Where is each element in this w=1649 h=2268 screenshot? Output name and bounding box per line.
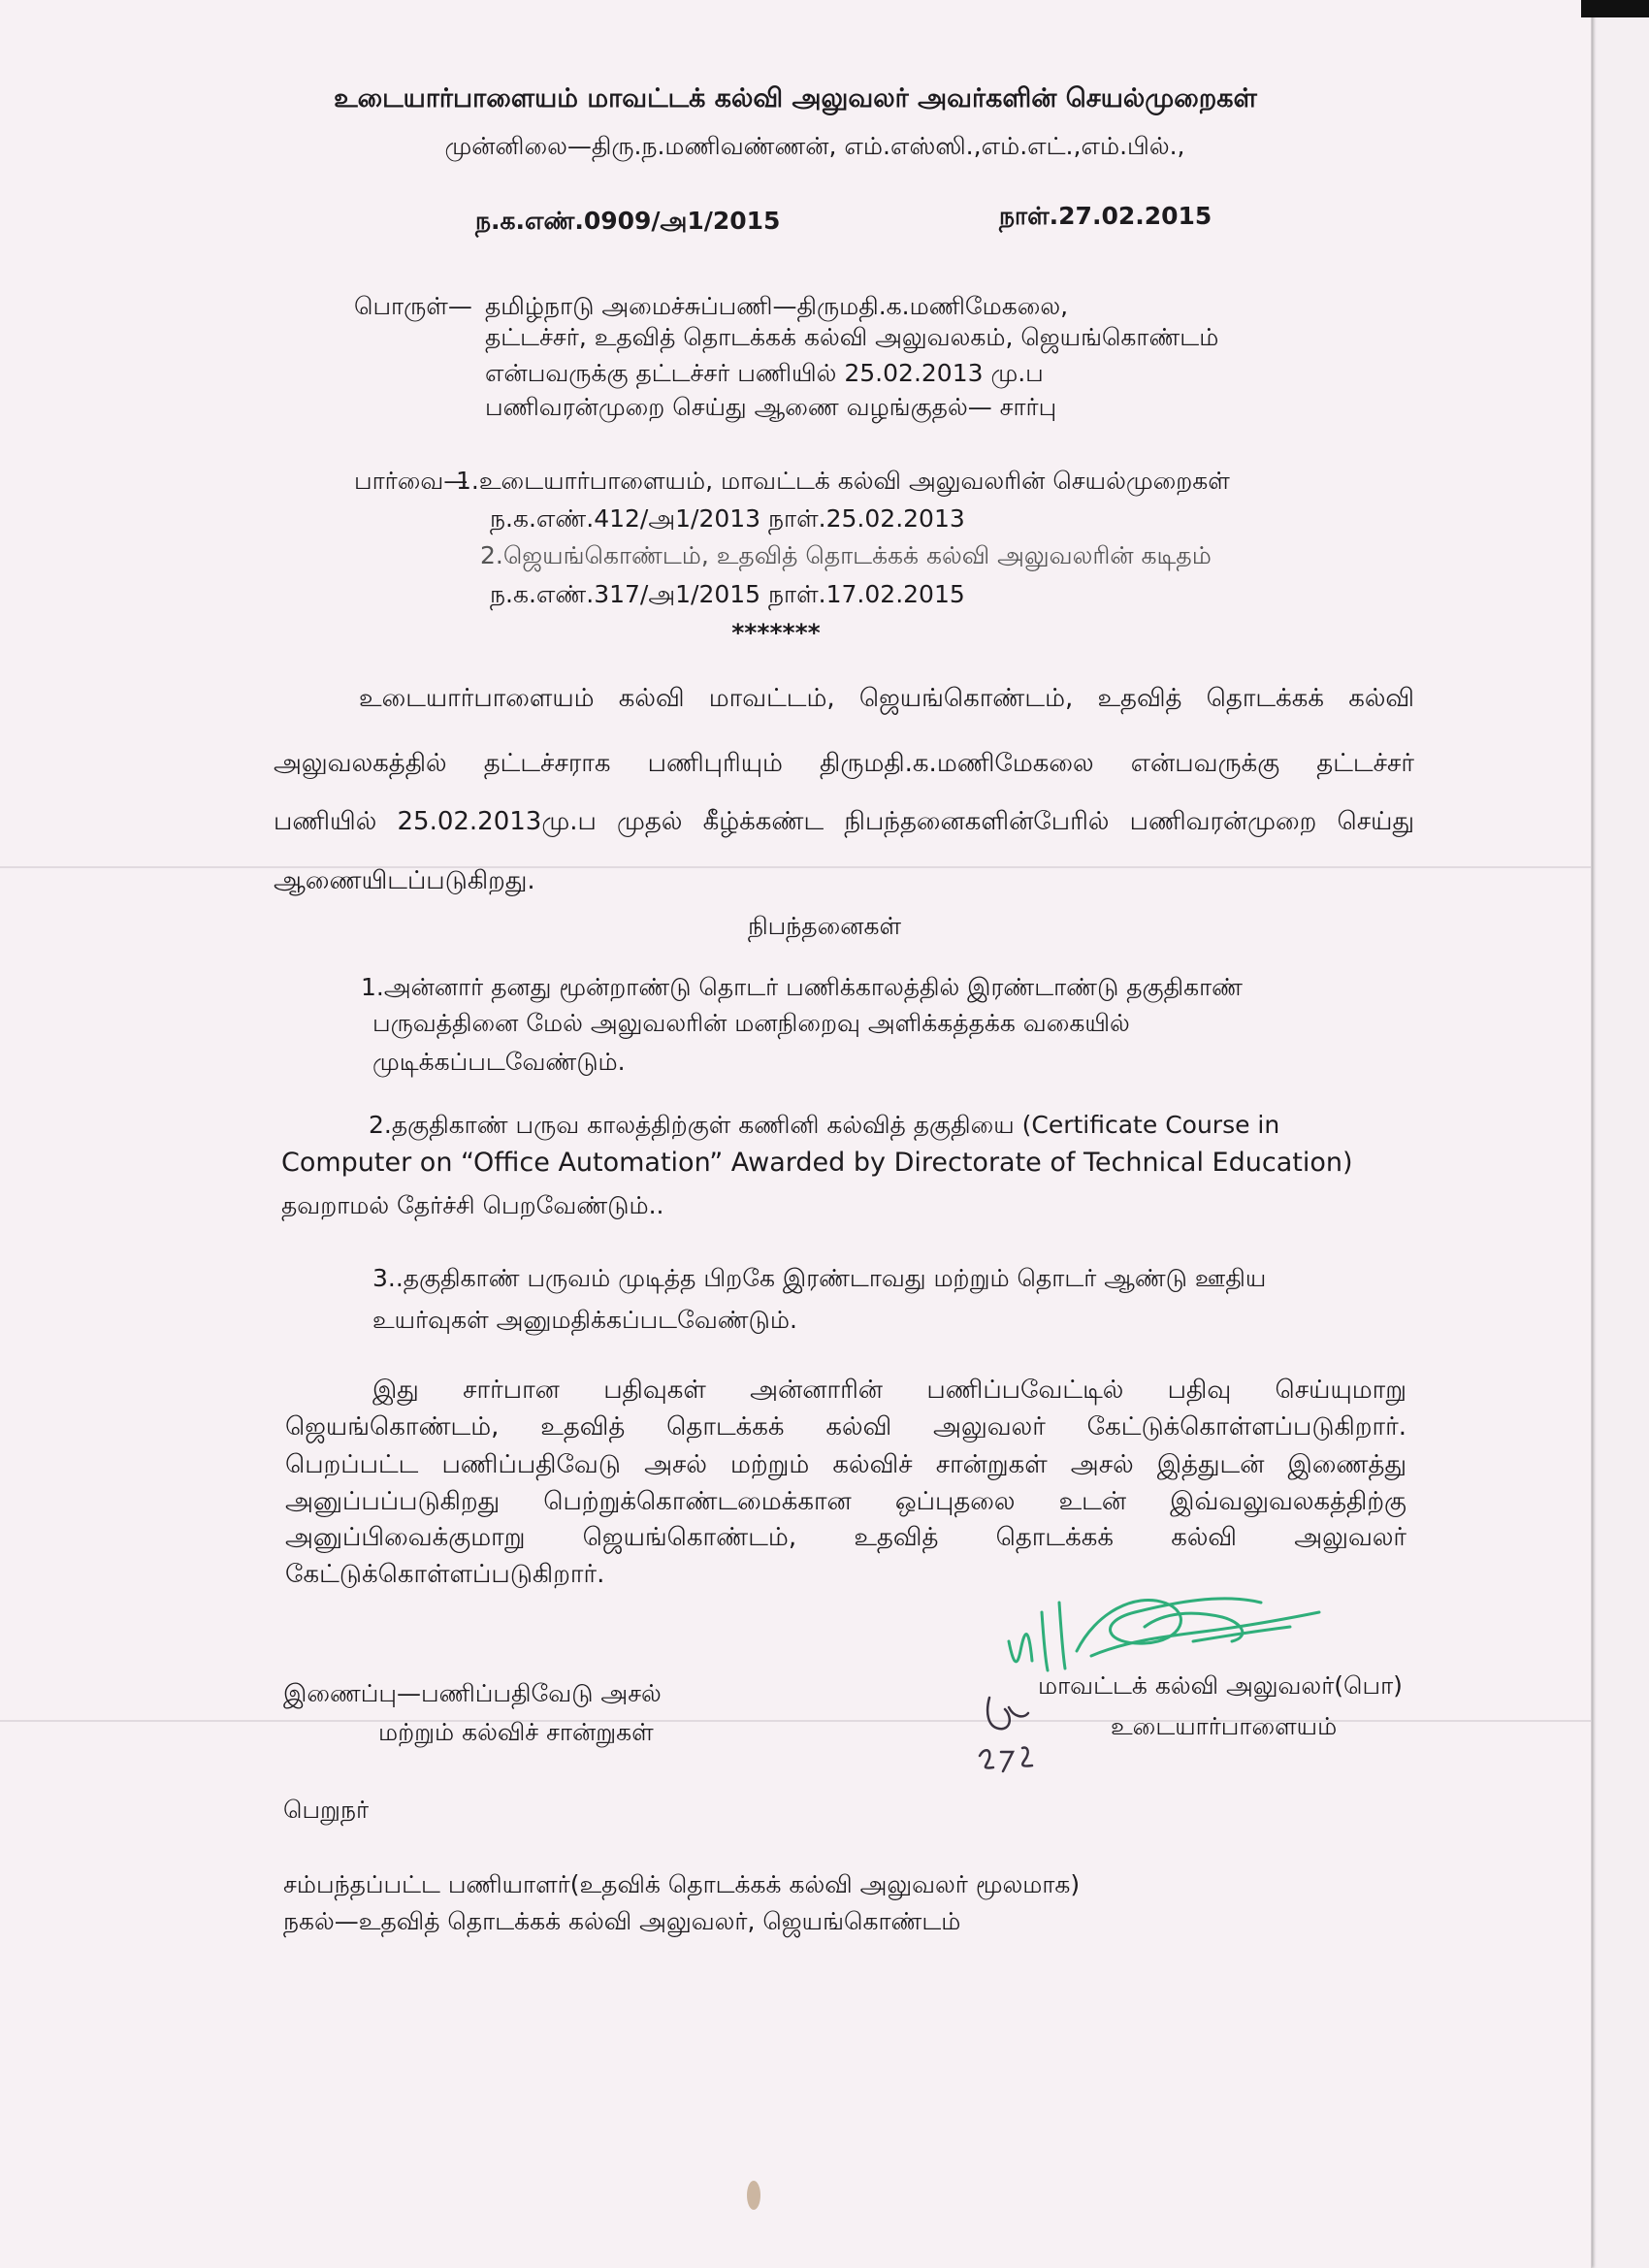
condition-line: 1.அன்னார் தனது மூன்றாண்டு தொடர் பணிக்காலத்தில் இரண்டாண்டு தகுதிகாண்: [361, 973, 1243, 1001]
initials-image: [970, 1688, 1077, 1775]
intro-line: பணியில் 25.02.2013மு.ப முதல் கீழ்க்கண்ட நிபந்தனைகளின்பேரில் பணிவரன்முறை செய்து: [274, 807, 1414, 836]
closing-line: அனுப்பிவைக்குமாறு ஜெயங்கொண்டம், உதவித் தொடக்கக் கல்வி அலுவலர்: [285, 1523, 1406, 1552]
stain-mark: [747, 2181, 760, 2210]
reference-label: பார்வை—: [354, 467, 469, 495]
recipient-line: சம்பந்தப்பட்ட பணியாளர்(உதவிக் தொடக்கக் கல்வி அலுவலர் மூலமாக): [283, 1870, 1081, 1898]
reference-line: ந.க.எண்.317/அ1/2015 நாள்.17.02.2015: [490, 580, 965, 608]
recipient-line: நகல்—உதவித் தொடக்கக் கல்வி அலுவலர், ஜெயங்கொண்டம்: [283, 1907, 961, 1935]
signatory-title: மாவட்டக் கல்வி அலுவலர்(பொ): [1038, 1671, 1403, 1700]
scan-edge: [1581, 0, 1649, 17]
recipient-label: பெறுநர்: [283, 1796, 370, 1824]
closing-line: இது சார்பான பதிவுகள் அன்னாரின் பணிப்பவேட்டில் பதிவு செய்யுமாறு: [372, 1376, 1406, 1405]
condition-line: பருவத்தினை மேல் அலுவலரின் மனநிறைவு அளிக்கத்தக்க வகையில்: [372, 1009, 1130, 1037]
presence-line: முன்னிலை—திரு.ந.மணிவண்ணன், எம்.எஸ்ஸி.,எம்.எட்.,எம்.பில்.,: [444, 132, 1185, 160]
separator: *******: [731, 619, 821, 647]
condition-line: 3..தகுதிகாண் பருவம் முடித்த பிறகே இரண்டாவது மற்றும் தொடர் ஆண்டு ஊதிய: [372, 1264, 1267, 1292]
reference-line: 2.ஜெயங்கொண்டம், உதவித் தொடக்கக் கல்வி அலுவலரின் கடிதம்: [480, 541, 1212, 569]
subject-line: தட்டச்சர், உதவித் தொடக்கக் கல்வி அலுவலகம், ஜெயங்கொண்டம்: [485, 323, 1219, 351]
condition-line: தவறாமல் தேர்ச்சி பெறவேண்டும்..: [281, 1191, 664, 1219]
signatory-place: உடையார்பாளையம்: [1111, 1712, 1338, 1740]
conditions-heading: நிபந்தனைகள்: [747, 912, 902, 940]
condition-line: உயர்வுகள் அனுமதிக்கப்படவேண்டும்.: [372, 1306, 797, 1334]
reference-line: ந.க.எண்.412/அ1/2013 நாள்.25.02.2013: [490, 504, 965, 533]
closing-line: அனுப்பப்படுகிறது பெற்றுக்கொண்டமைக்கான ஒப்புதலை உடன் இவ்வலுவலகத்திற்கு: [285, 1487, 1406, 1516]
condition-line: முடிக்கப்படவேண்டும்.: [372, 1048, 626, 1076]
condition-line: 2.தகுதிகாண் பருவ காலத்திற்குள் கணினி கல்வித் தகுதியை (Certificate Course in: [369, 1111, 1280, 1139]
fold-line: [0, 866, 1591, 868]
subject-line: பணிவரன்முறை செய்து ஆணை வழங்குதல்— சார்பு: [485, 393, 1057, 421]
closing-line: ஜெயங்கொண்டம், உதவித் தொடக்கக் கல்வி அலுவலர் கேட்டுக்கொள்ளப்படுகிறார்.: [285, 1412, 1406, 1442]
condition-line: Computer on “Office Automation” Awarded by Directorate of Technical Education): [281, 1148, 1353, 1178]
document-title: உடையார்பாளையம் மாவட்டக் கல்வி அலுவலர் அவர்களின் செயல்முறைகள்: [334, 83, 1257, 113]
enclosure-line: இணைப்பு—பணிப்பதிவேடு அசல்: [283, 1679, 662, 1707]
closing-line: கேட்டுக்கொள்ளப்படுகிறார்.: [285, 1560, 605, 1589]
subject-line: என்பவருக்கு தட்டச்சர் பணியில் 25.02.2013 மு.ப: [485, 359, 1044, 387]
intro-line: உடையார்பாளையம் கல்வி மாவட்டம், ஜெயங்கொண்டம், உதவித் தொடக்கக் கல்வி: [359, 684, 1414, 713]
reference-number: ந.க.எண்.0909/அ1/2015: [475, 207, 781, 235]
subject-label: பொருள்—: [354, 292, 472, 320]
enclosure-line: மற்றும் கல்விச் சான்றுகள்: [378, 1718, 654, 1746]
fold-line: [0, 1720, 1591, 1722]
intro-line: அலுவலகத்தில் தட்டச்சராக பணிபுரியும் திருமதி.க.மணிமேகலை என்பவருக்கு தட்டச்சர்: [274, 749, 1414, 778]
document-date: நாள்.27.02.2015: [999, 202, 1212, 230]
closing-line: பெறப்பட்ட பணிப்பதிவேடு அசல் மற்றும் கல்விச் சான்றுகள் அசல் இத்துடன் இணைத்து: [285, 1450, 1406, 1479]
subject-line: தமிழ்நாடு அமைச்சுப்பணி—திருமதி.க.மணிமேகலை,: [485, 292, 1069, 320]
intro-line: ஆணையிடப்படுகிறது.: [274, 866, 535, 895]
reference-line: 1.உடையார்பாளையம், மாவட்டக் கல்வி அலுவலரின் செயல்முறைகள்: [456, 467, 1230, 495]
